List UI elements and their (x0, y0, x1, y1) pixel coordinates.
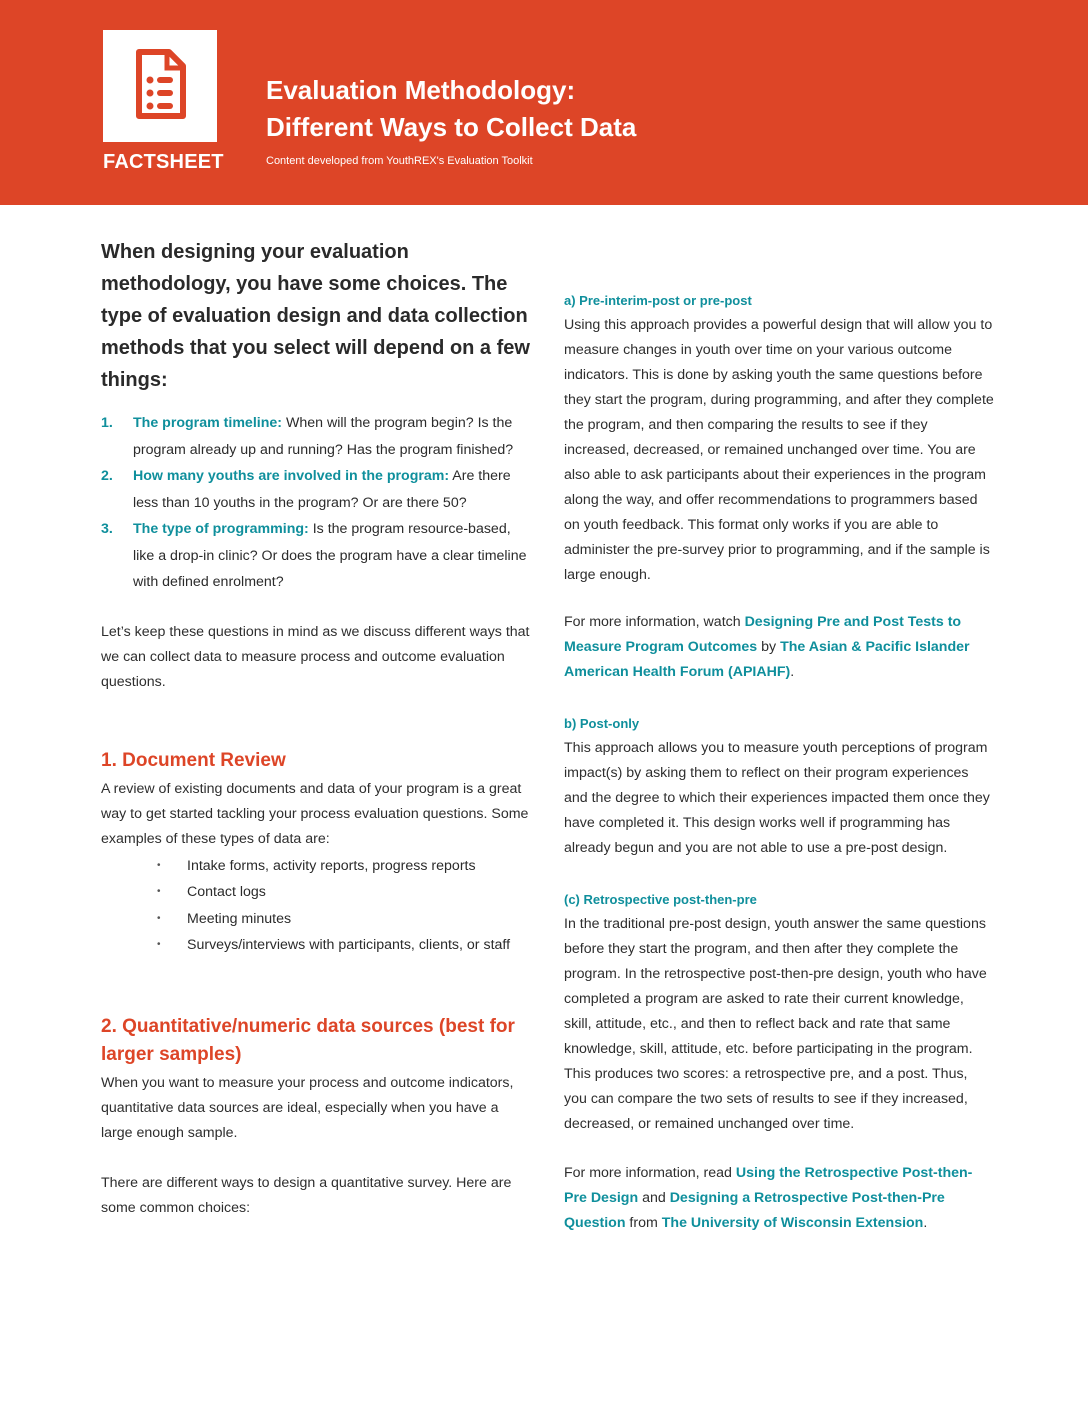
right-column (564, 288, 994, 1236)
wisconsin-extension-link[interactable]: The University of Wisconsin Extension (661, 1215, 924, 1231)
keep-in-mind-paragraph: Let’s keep these questions in mind as we discuss different ways that we can collect data to measure process and outcome evaluation questions. (101, 623, 530, 690)
title-line-1: Evaluation Methodology: (266, 75, 576, 105)
section-1-body: A review of existing documents and data of your program is a great way to get started tackling your process evaluation questions. Some examples of these types of data are: (101, 780, 529, 847)
item-text: Are there less than 10 youths in the program? Or are there 50? (133, 468, 511, 511)
more-info-from: from (625, 1215, 662, 1231)
design-c-body: In the traditional pre-post design, youth answer the same questions before they start the program, and then after they complete the program. In the retrospective post-then-pre design, youth who have completed a program are asked to rate their current knowledge, skill, attitude, etc., and then to reflect back and rate that same knowledge, skill, attitude, etc. before participating in the program. This produces two scores: a retrospective pre, and a post. Thus, you can compare the two sets of results to see if they increased, decreased, or remained unchanged over time. (564, 916, 987, 1132)
item-label: The type of programming: (133, 521, 309, 537)
item-label: The program timeline: (133, 415, 282, 431)
item-number: 3. (101, 521, 113, 537)
title-line-2: Different Ways to Collect Data (266, 112, 637, 142)
section-2-title: 2. Quantitative/numeric data sources (best for larger samples) (101, 1015, 515, 1065)
design-c-heading: (c) Retrospective post-then-pre (564, 892, 757, 907)
document-list-icon (135, 48, 187, 120)
more-info-by: by (757, 639, 781, 655)
retrospective-design-link[interactable]: Using the Retrospective Post-then-Pre Design (564, 1165, 973, 1206)
item-number: 2. (101, 468, 113, 484)
design-a-more-info (564, 610, 994, 685)
factsheet-label: FACTSHEET (103, 151, 224, 173)
list-item (101, 463, 531, 516)
section-1-title: 1. Document Review (101, 749, 286, 771)
section-2-body-2: There are different ways to design a quantitative survey. Here are some common choices: (101, 1174, 512, 1216)
list-item (101, 410, 531, 463)
design-c-more-info (564, 1161, 994, 1236)
section-1-bullets (101, 853, 531, 959)
intro-heading: When designing your evaluation methodology, you have some choices. The type of evaluation design and data collection methods that you select will depend on a few things: (101, 241, 530, 391)
design-a-heading: a) Pre-interim-post or pre-post (564, 293, 752, 308)
design-b-heading: b) Post-only (564, 716, 640, 731)
apiahf-link[interactable]: The Asian & Pacific Islander American Health Forum (APIAHF) (564, 639, 970, 680)
questions-list (101, 410, 531, 596)
designing-pre-post-tests-link[interactable]: Designing Pre and Post Tests to Measure Program Outcomes (564, 614, 962, 655)
retrospective-question-link[interactable]: Designing a Retrospective Post-then-Pre Question (564, 1190, 945, 1231)
list-item: • Contact logs (101, 879, 531, 906)
more-info-and: and (638, 1190, 670, 1206)
more-info-prefix: For more information, watch (564, 614, 745, 630)
more-info-end: . (790, 664, 795, 680)
item-text: Is the program resource-based, like a drop-in clinic? Or does the program have a clear timeline with defined enrolment? (133, 521, 527, 590)
factsheet-logo (103, 30, 217, 142)
design-a-body: Using this approach provides a powerful design that will allow you to measure changes in youth over time on your various outcome indicators. This is done by asking youth the same questions before they start the program, during programming, and after they complete the program, and then comparing the results to see if they increased, decreased, or remained unchanged over time. You are also able to ask participants about their experiences in the program along the way, and offer recommendations to programmers based on youth feedback. This format only works if you are able to administer the pre-survey prior to programming, and if the sample is large enough. (564, 317, 994, 583)
item-number: 1. (101, 415, 113, 431)
left-column (101, 236, 531, 1221)
item-text: When will the program begin? Is the program already up and running? Has the program finished? (133, 415, 514, 458)
list-item (101, 516, 531, 596)
list-item: • Intake forms, activity reports, progress reports (101, 853, 531, 880)
design-b-body: This approach allows you to measure youth perceptions of program impact(s) by asking them to reflect on their program experiences and the degree to which their experiences impacted them once they have completed it. This design works well if programming has already begun and you are not able to use a pre-post design. (564, 740, 990, 856)
more-info-prefix: For more information, read (564, 1165, 736, 1181)
header-banner (0, 0, 1088, 205)
section-2-body: When you want to measure your process and outcome indicators, quantitative data sources are ideal, especially when you have a large enough sample. (101, 1074, 514, 1141)
page-title (266, 72, 636, 146)
more-info-end: . (923, 1215, 928, 1231)
item-label: How many youths are involved in the program: (133, 468, 450, 484)
page-subtitle: Content developed from YouthREX's Evaluation Toolkit (266, 155, 533, 167)
list-item: • Meeting minutes (101, 906, 531, 933)
list-item: • Surveys/interviews with participants, clients, or staff (101, 932, 531, 959)
